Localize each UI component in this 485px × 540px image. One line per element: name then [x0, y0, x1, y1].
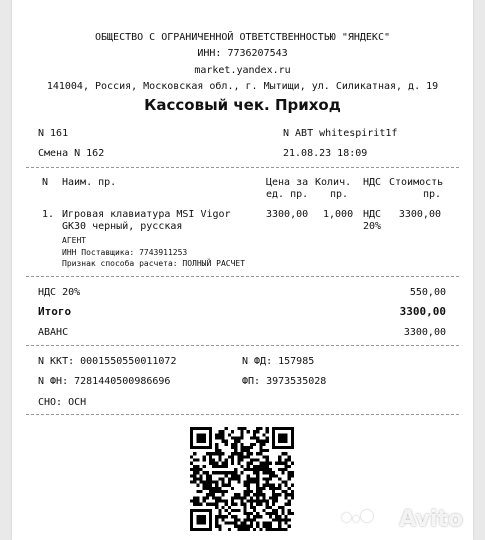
col-header-cost-1: Стоимость [389, 177, 444, 188]
company-site: market.yandex.ru [194, 65, 291, 76]
col-header-n: N [42, 177, 49, 188]
receipt [12, 0, 473, 540]
col-header-vat: НДС [363, 177, 382, 188]
item-cost: 3300,00 [398, 209, 441, 220]
col-header-price-1: Цена за [266, 177, 309, 188]
total-value: 3300,00 [399, 305, 446, 318]
row-number: 1. [42, 209, 55, 220]
item-agent: АГЕНТ [62, 236, 87, 245]
separator [26, 414, 459, 415]
fn-number: N ФН: 7281440500986696 [38, 376, 171, 387]
col-header-cost-2: пр. [422, 189, 441, 200]
advance-label: АВАНС [38, 327, 69, 338]
col-header-qty-2: пр. [329, 189, 348, 200]
fp-number: ФП: 3973535028 [242, 376, 327, 387]
sno-value: СНО: ОСН [38, 397, 87, 408]
item-qty: 1,000 [323, 209, 354, 220]
company-address: 141004, Россия, Московская обл., г. Мытищи, ул. Силикатная, д. 19 [46, 81, 439, 92]
col-header-qty-1: Колич. [315, 177, 352, 188]
vat-label: НДС 20% [38, 287, 81, 298]
advance-value: 3300,00 [403, 327, 446, 338]
company-name: ОБЩЕСТВО С ОГРАНИЧЕННОЙ ОТВЕТСТВЕННОСТЬЮ "ЯНДЕКС" [94, 32, 390, 43]
item-vat-1: НДС [363, 209, 382, 220]
item-vat-2: 20% [363, 221, 382, 232]
vat-value: 550,00 [409, 287, 446, 298]
item-name-line-1: Игровая клавиатура MSI Vigor [62, 209, 231, 220]
total-label: Итого [38, 305, 72, 318]
receipt-datetime: 21.08.23 18:09 [283, 148, 368, 159]
item-price: 3300,00 [266, 209, 309, 220]
separator [26, 276, 459, 277]
receipt-title: Кассовый чек. Приход [144, 96, 341, 114]
company-inn: ИНН: 7736207543 [197, 48, 288, 59]
machine-number: N АВТ whitespirit1f [283, 128, 398, 139]
fd-number: N ФД: 157985 [242, 356, 315, 367]
avito-watermark: Avito [399, 507, 463, 532]
separator [26, 167, 459, 168]
separator [26, 345, 459, 346]
item-supplier-inn: ИНН Поставщика: 7743911253 [62, 248, 188, 257]
shift-number: Смена N 162 [38, 148, 105, 159]
item-payment-method: Признак способа расчета: ПОЛНЫЙ РАСЧЕТ [62, 259, 246, 268]
col-header-price-2: ед. пр. [266, 189, 309, 200]
item-name-line-2: GK30 черный, русская [62, 221, 183, 232]
qr-code [190, 427, 294, 531]
kkt-number: N ККТ: 0001550550011072 [38, 356, 177, 367]
receipt-number: N 161 [38, 128, 69, 139]
avito-logo-icon [342, 507, 375, 526]
col-header-name: Наим. пр. [62, 177, 117, 188]
